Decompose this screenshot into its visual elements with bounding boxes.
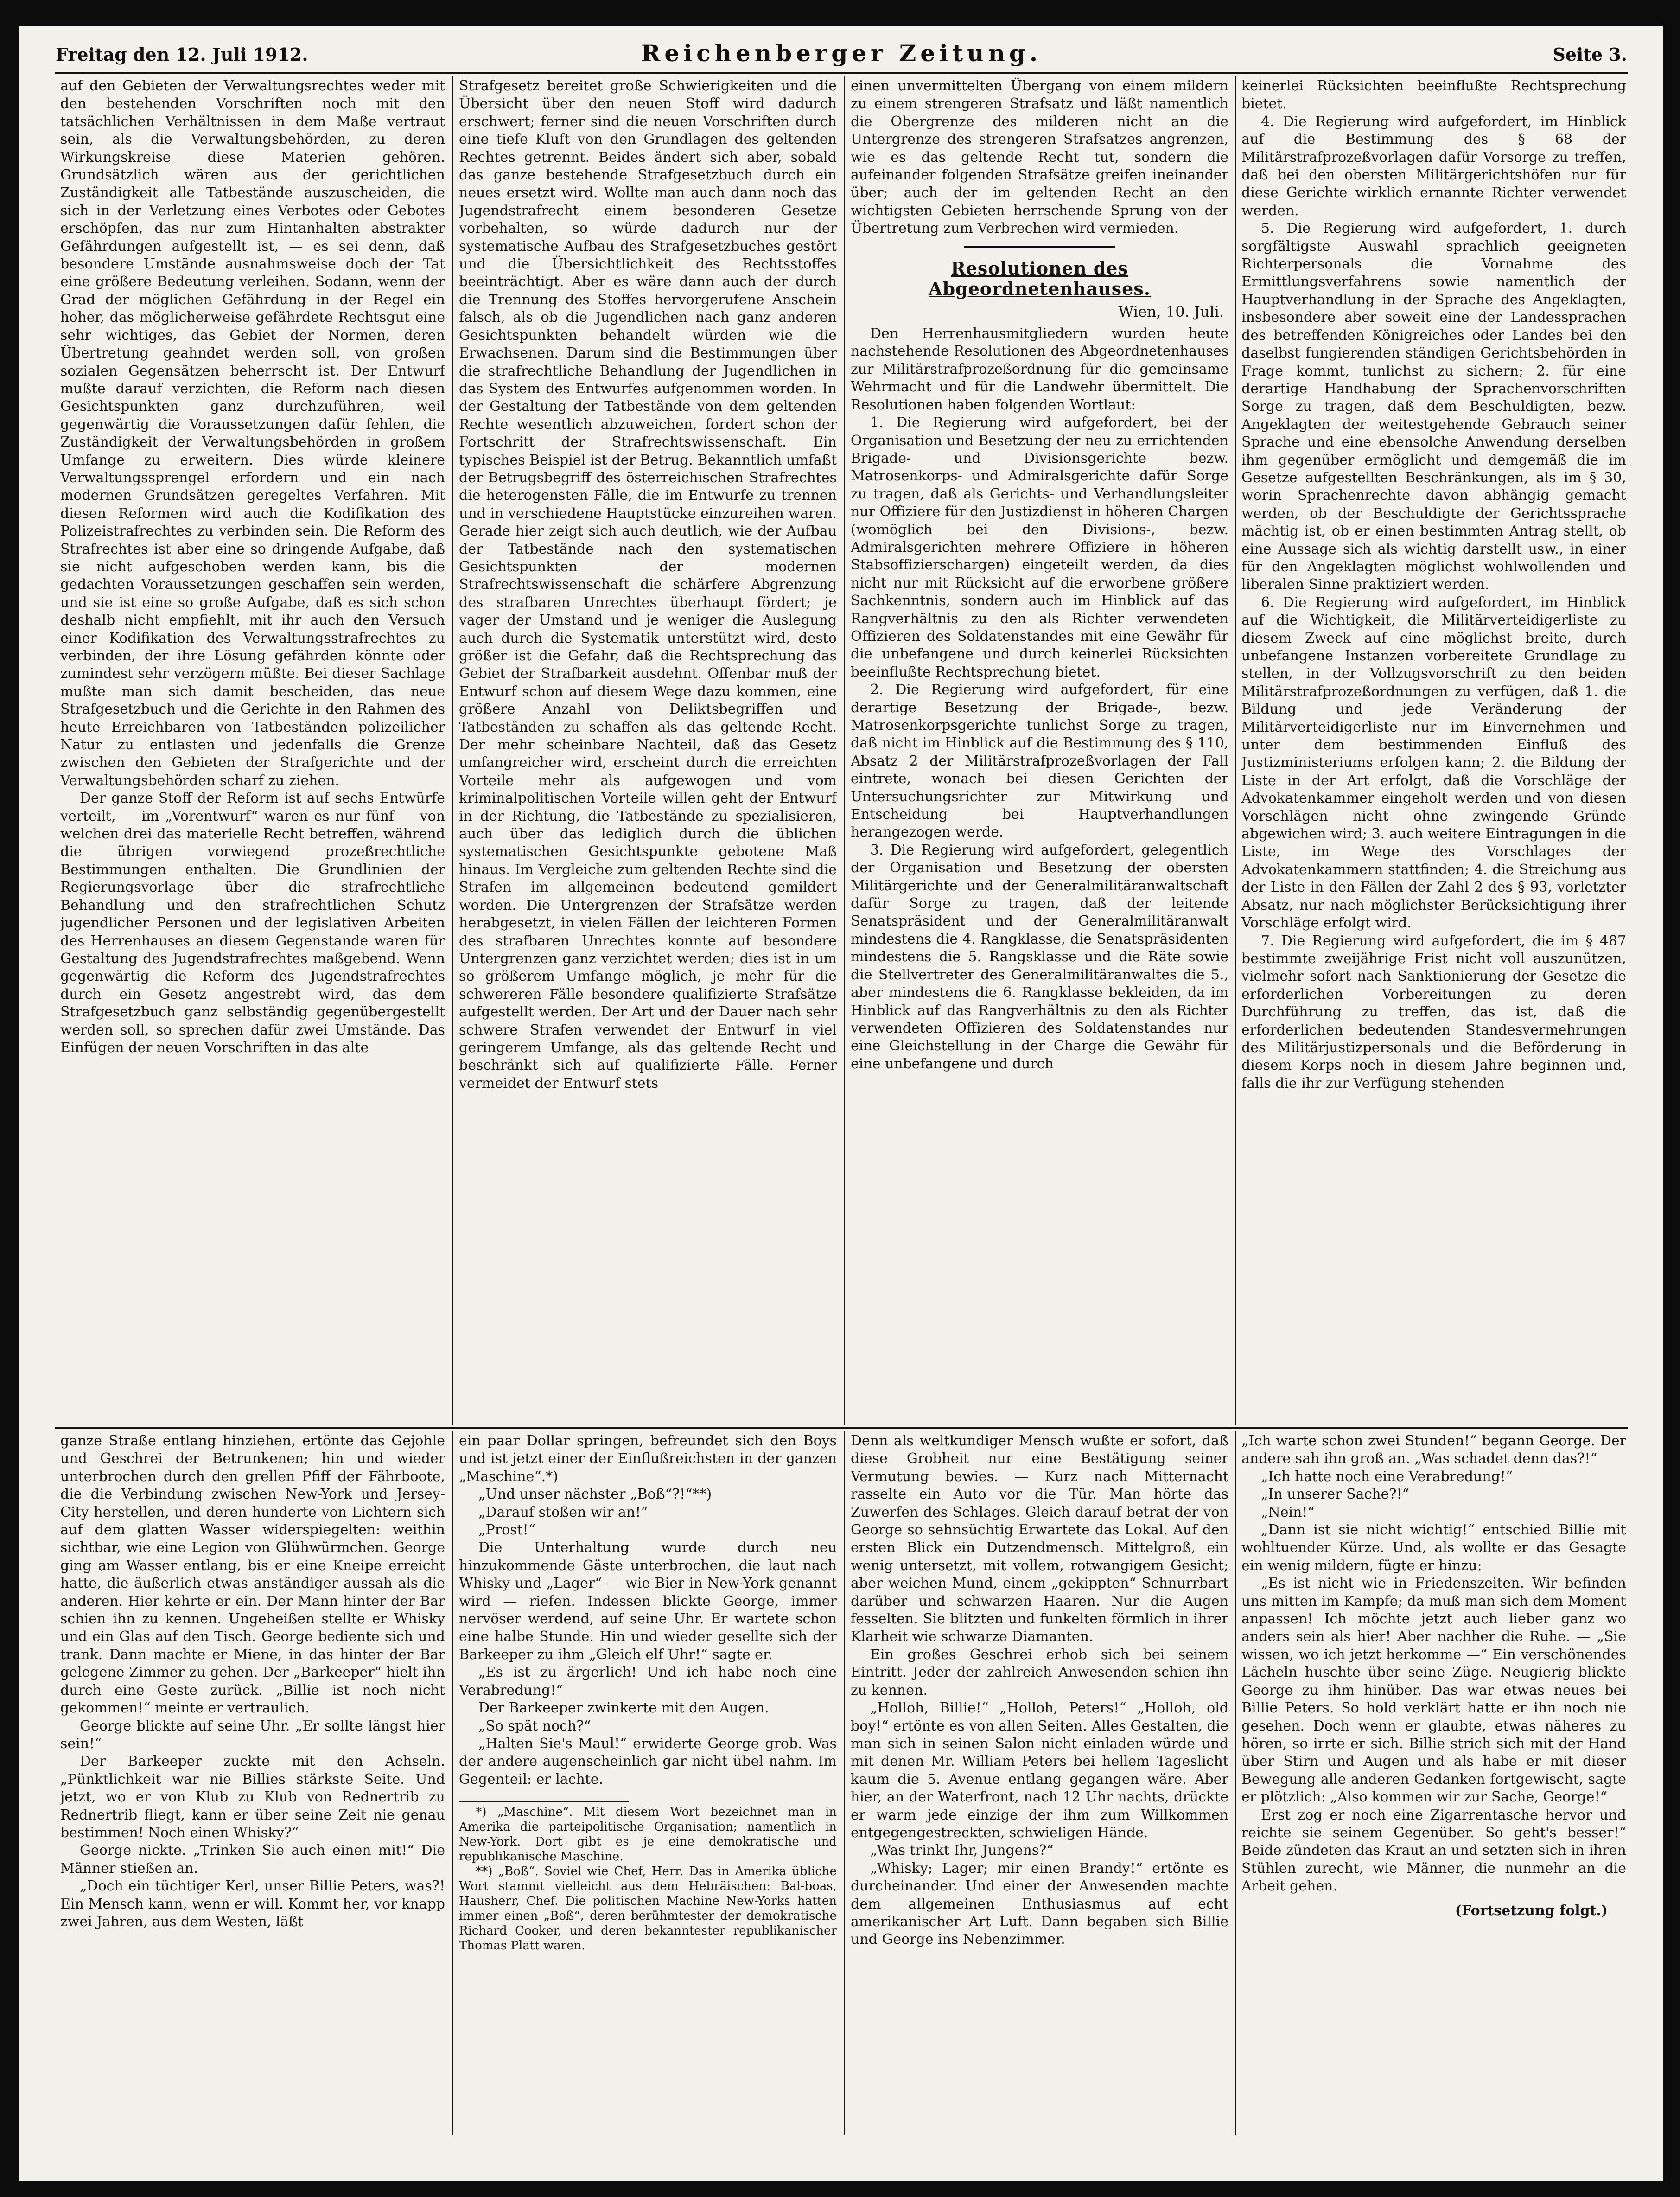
article-paragraph: auf den Gebieten der Verwaltungsrechtes weder mit den bestehenden Vorschriften noch mit den tatsächlichen Verhältnissen in dem Maße vertraut sein, als die Verwaltungsbehörden, zu deren Wirkungskreise diese Materien gehören. Grundsätzlich wären aus der gerichtlichen Zuständigkeit alle Tatbestände auszuscheiden, die sich in der Verletzung eines Verbotes oder Gebotes erschöpfen, das nur zum Hintanhalten abstrakter Gefährdungen aufgestellt ist, — es sei denn, daß besondere Umstände ausnahmsweise doch der Tat eine größere Bedeutung verleihen. Sodann, wenn der Grad der möglichen Gefährdung in der Regel ein hoher, das möglicherweise gefährdete Rechtsgut eine sehr wichtiges, das Gebiet der Normen, deren Übertretung geahndet werden soll, von großen sozialen Gegensätzen beherrscht ist. Der Entwurf mußte darauf verzichten, die Reform nach diesen Gesichtspunkten ganz durchzuführen, weil gegenwärtig die Voraussetzungen dafür fehlen, die Zuständigkeit der Verwaltungsbehörden in großem Umfange zu erweitern. Dies würde kleinere Verwaltungssprengel erfordern und ein nach modernen Grundsätzen geregeltes Verfahren. Mit diesen Reformen wird auch die Kodifikation des Polizeistrafrechtes zu verbinden sein. Die Reform des Strafrechtes ist aber eine so dringende Aufgabe, daß sie nicht aufgeschoben werden kann, bis die gedachten Voraussetzungen geschaffen sein werden, und sie ist eine so große Aufgabe, daß es sich schon deshalb nicht empfiehlt, mit ihr auch den Versuch einer Kodifikation des Verwaltungsstrafrechtes zu verbinden, der ihre Lösung gefährden könnte oder zumindest sehr verzögern müßte. Bei dieser Sachlage mußte man sich damit bescheiden, das neue Strafgesetzbuch und die Gerichte in den Rahmen des heute Erreichbaren von Tatbeständen polizeilicher Natur zu entlasten und jedenfalls die Grenze zwischen den Gebieten der Strafgerichte und der Verwaltungsbehörden scharf zu ziehen. [60, 78, 445, 789]
story-paragraph: ganze Straße entlang hinziehen, ertönte das Gejohle und Geschrei der Betrunkenen; hin und wieder unterbrochen durch den grellen Pfiff der Fährboote, die die Verbindung zwischen New-York und Jersey-City herstellen, und deren hunderte von Lichtern sich auf dem glatten Wasser widerspiegelten: weithin sichtbar, wie eine Legion von Glühwürmchen. George ging am Wasser entlang, bis er eine Kneipe erreicht hatte, die äußerlich etwas anständiger aussah als die anderen. Hier kehrte er ein. Der Mann hinter der Bar schien ihn zu kennen. Ungeheißen stellte er Whisky und ein Glas auf den Tisch. George bediente sich und trank. Dann machte er Miene, in das hinter der Bar gelegene Zimmer zu gehen. Der „Barkeeper“ hielt ihn durch eine Geste zurück. „Billie ist noch nicht gekommen!“ meinte er vertraulich. [60, 1433, 445, 1717]
column-divider [452, 1431, 453, 2135]
section-divider [55, 1427, 1628, 1429]
lower-column-4 [1241, 1432, 1626, 2137]
article-paragraph: 3. Die Regierung wird aufgefordert, gelegentlich der Organisation und Besetzung der obersten Militärgerichte und der Generalmilitäranwaltschaft dafür Sorge zu tragen, daß der leitende Senatspräsident und der Generalmilitäranwalt mindestens die 4. Rangklasse, die Senatspräsidenten mindestens die 5. Rangsklasse und die Räte sowie die Stellvertreter des Generalmilitäranwaltes die 5., aber mindestens die 6. Rangklasse bekleiden, da im Hinblick auf das Rangverhältnis zu den als Richter verwendeten Offizieren des Soldatenstandes nur eine Gleichstellung in der Charge die Gewähr für eine unbefangene und durch [851, 842, 1228, 1072]
issue-date: Freitag den 12. Juli 1912. [56, 44, 308, 65]
article-paragraph: Der ganze Stoff der Reform ist auf sechs Entwürfe verteilt, — im „Vorentwurf“ waren es nur fünf — von welchen drei das materielle Recht betreffen, während die übrigen vorwiegend prozeßrechtliche Bestimmungen enthalten. Die Grundlinien der Regierungsvorlage über die strafrechtliche Behandlung und den strafrechtlichen Schutz jugendlicher Personen und der legislativen Arbeiten des Herrenhauses an diesem Gegenstande waren für Gestaltung des Jugendstrafrechtes maßgebend. Wenn gegenwärtig die Reform des Jugendstrafrechtes durch ein Gesetz angestrebt wird, das dem Strafgesetzbuch ganz selbständig gegenübergestellt werden soll, so sprechen dafür zwei Umstände. Das Einfügen der neuen Vorschriften in das alte [60, 790, 445, 1056]
story-paragraph: „Doch ein tüchtiger Kerl, unser Billie Peters, was?! Ein Mensch kann, wenn er will. Kommt her, vor knapp zwei Jahren, aus dem Westen, läßt [60, 1878, 445, 1930]
story-paragraph: „So spät noch?“ [478, 1718, 591, 1734]
lower-column-2 [459, 1432, 837, 2137]
story-paragraph: „Was trinkt Ihr, Jungens?“ [870, 1842, 1054, 1859]
article-headline: Resolutionen des Abgeordnetenhauses. [929, 257, 1151, 299]
column-divider [844, 1431, 845, 2135]
story-paragraph: Die Unterhaltung wurde durch neu hinzukommende Gäste unterbrochen, die laut nach Whisky und „Lager“ — wie Bier in New-York genannt wird — riefen. Indessen blickte George, immer nervöser werdend, auf seine Uhr. Er wartete schon eine halbe Stunde. Hin und wieder gesellte sich der Barkeeper zu ihm „Gleich elf Uhr!“ sagte er. [459, 1539, 837, 1663]
upper-column-1 [60, 77, 445, 1422]
story-paragraph: „Ich hatte noch eine Verabredung!“ [1261, 1468, 1513, 1485]
footnote-rule [459, 1801, 629, 1802]
column-divider [844, 76, 845, 1425]
story-paragraph: Der Barkeeper zuckte mit den Achseln. „Pünktlichkeit war nie Billies stärkste Seite. Und jetzt, wo er von Klub zu Klub von Rednertrib zu Rednertrib fliegt, kann er über seine Zeit nie genau bestimmen! Noch einen Whisky?“ [60, 1753, 445, 1841]
column-divider [1235, 1431, 1236, 2135]
story-paragraph: ein paar Dollar springen, befreundet sich den Boys und ist jetzt einer der Einflußreichsten in der ganzen „Maschine“.*) [459, 1433, 837, 1485]
story-paragraph: Denn als weltkundiger Mensch wußte er sofort, daß diese Grobheit nur eine Bestätigung seiner Vermutung bewies. — Kurz nach Mitternacht rasselte ein Auto vor die Tür. Man hörte das Zuwerfen des Schlages. Gleich darauf betrat der von George so sehnsüchtig Erwartete das Lokal. Auf den ersten Blick ein Dutzendmensch. Mittelgroß, ein wenig untersetzt, mit vollem, rotwangigem Gesicht; aber weichen Mund, einem „gekippten“ Schnurrbart darüber und schwarzen Haaren. Nur die Augen fesselten. Sie blitzten und funkelten förmlich in ihrer Klarheit wie schwarze Diamanten. [851, 1433, 1228, 1645]
story-paragraph: „Darauf stoßen wir an!“ [478, 1504, 648, 1520]
article-paragraph: 2. Die Regierung wird aufgefordert, für eine derartige Besetzung der Brigade-, bezw. Matrosenkorpsgerichte tunlichst Sorge zu tragen, daß nicht im Hinblick auf die Bestimmung des § 110, Absatz 2 der Militärstrafprozeßvorlagen der Fall eintrete, wonach bei diesen Gerichten der Untersuchungsrichter zur Mitwirkung und Entscheidung bei Hauptverhandlungen herangezogen werde. [851, 682, 1228, 841]
page-number: Seite 3. [1553, 44, 1627, 65]
story-paragraph: Der Barkeeper zwinkerte mit den Augen. [478, 1700, 769, 1717]
page-header [56, 39, 1627, 72]
story-paragraph: „In unserer Sache?!“ [1261, 1486, 1409, 1503]
article-paragraph: einen unvermittelten Übergang von einem mildern zu einem strengeren Strafsatz und läßt namentlich die Obergrenze des milderen nicht an die Untergrenze des strengeren Strafsatzes angrenzen, wie es das geltende Recht tut, sondern die aufeinander folgenden Strafsätze greifen ineinander über; auch der im geltenden Recht an den wichtigsten Gebieten herrschende Sprung von der Übertretung zum Verbrechen wird vermieden. [851, 78, 1228, 237]
story-paragraph: „Nein!“ [1261, 1504, 1315, 1520]
newspaper-title: Reichenberger Zeitung. [641, 39, 1042, 67]
article-paragraph: keinerlei Rücksichten beeinflußte Rechtsprechung bietet. [1241, 78, 1626, 112]
column-divider [1235, 76, 1236, 1425]
story-paragraph: „Prost!“ [478, 1522, 535, 1539]
article-dateline: Wien, 10. Juli. [1118, 302, 1224, 320]
article-paragraph: 1. Die Regierung wird aufgefordert, bei der Organisation und Besetzung der neu zu errichtenden Brigade- und Divisionsgerichte bezw. Matrosenkorps- und Admiralsgerichte dafür Sorge zu tragen, daß als Gerichts- und Verhandlungsleiter nur Offiziere für den Justizdienst in höheren Chargen (womöglich bei den Divisions-, bezw. Admiralsgerichten mehrere Offiziere in höheren Stabsoffizierschargen) eingeteilt werden, da dies nicht nur mit Rücksicht auf die erworbene größere Sachkenntnis, sondern auch im Hinblick auf das Rangverhältnis zu den als Richter verwendeten Offizieren des Soldatenstandes mit eine Gewähr für die unbefangene und durch keinerlei Rücksichten beeinflußte Rechtsprechung bietet. [851, 415, 1228, 680]
lower-column-1 [60, 1432, 445, 2137]
story-paragraph: George blickte auf seine Uhr. „Er sollte längst hier sein!“ [60, 1718, 445, 1752]
story-paragraph: „Und unser nächster „Boß“?!“**) [478, 1486, 712, 1503]
footnote: **) „Boß“. Soviel wie Chef, Herr. Das in Amerika übliche Wort stammt vielleicht aus dem Hebräischen: Bal-boas, Hausherr, Chef. Die politischen Machine New-Yorks hatten immer einen „Boß“, deren berühmtester der demokratische Richard Cooker, und deren bekanntester republikanischer Thomas Platt waren. [459, 1865, 837, 1953]
story-paragraph: „Ich warte schon zwei Stunden!“ begann George. Der andere sah ihn groß an. „Was schadet denn das?!“ [1241, 1433, 1626, 1467]
article-paragraph: 4. Die Regierung wird aufgefordert, im Hinblick auf die Bestimmung des § 68 der Militärstrafprozeßvorlagen dafür Vorsorge zu treffen, daß bei den obersten Militärgerichtshöfen nur für diese Gerichte wirklich ernannte Richter verwendet werden. [1241, 113, 1626, 219]
story-paragraph: „Holloh, Billie!“ „Holloh, Peters!“ „Holloh, old boy!“ ertönte es von allen Seiten. Alles Gestalten, die man sich in seinen Salon nicht einladen würde und mit denen Mr. William Peters bei hellem Tageslicht kaum die 5. Avenue entlang gegangen wäre. Aber hier, an der Waterfront, nach 12 Uhr nachts, drückte er warm jede einzige der ihm zum Willkommen entgegengestreckten, schwieligen Hände. [851, 1700, 1228, 1841]
lower-column-3 [851, 1432, 1228, 2137]
article-paragraph: 5. Die Regierung wird aufgefordert, 1. durch sorgfältigste Auswahl sprachlich geeigneten Richterpersonals die Vornahme des Ermittlungsverfahrens sowie namentlich der Hauptverhandlung in der Sprache des Angeklagten, insbesondere aber soweit eine der Landessprachen des betreffenden Königreiches oder Landes bei den daselbst fungierenden ständigen Gerichtsbehörden in Frage kommt, tunlichst zu sichern; 2. für eine derartige Handhabung der Sprachenvorschriften Sorge zu tragen, daß dem Beschuldigten, bezw. Angeklagten der weitestgehende Gebrauch seiner Sprache und eine ebensolche Anwendung derselben ihm gegenüber ermöglicht und demgemäß die im Gesetze aufgestellten Beschränkungen, als im § 30, worin Sprachenrechte davon abhängig gemacht werden, ob der Beschuldigte der Gerichtssprache mächtig ist, ob er einen bestimmten Antrag stellt, ob eine Aussage sich als wichtig darstellt usw., in einer für den Angeklagten möglichst wohlwollenden und liberalen Sinne praktiziert werden. [1241, 220, 1626, 593]
article-paragraph: 6. Die Regierung wird aufgefordert, im Hinblick auf die Wichtigkeit, die Militärverteidigerliste zu diesem Zweck auf eine möglichst breite, durch unbefangene Instanzen vorbereitete Grundlage zu stellen, in der Vollzugsvorschrift zu den beiden Militärstrafprozeßordnungen zu verfügen, daß 1. die Bildung und jede Veränderung der Militärverteidigerliste nur im Einvernehmen und unter dem bestimmenden Einfluß des Justizministeriums erfolgen kann; 2. die Bildung der Liste in der Art erfolgt, daß die Vorschläge der Advokatenkammer eingeholt werden und von diesen Vorschlägen nicht ohne zwingende Gründe abgewichen wird; 3. auch weitere Eintragungen in die Liste, im Wege des Vorschlages der Advokatenkammern stattfinden; 4. die Streichung aus der Liste in den Fällen der Zahl 2 des § 93, vorletzter Absatz, nur nach möglichster Berücksichtigung ihrer Vorschläge erfolgt wird. [1241, 594, 1626, 932]
story-paragraph: „Whisky; Lager; mir einen Brandy!“ ertönte es durcheinander. Und einer der Anwesenden machte dem allgemeinen Enthusiasmus auf echt amerikanischer Art Luft. Dann begaben sich Billie und George ins Nebenzimmer. [851, 1860, 1228, 1948]
upper-column-2 [459, 77, 837, 1422]
story-paragraph: „Halten Sie's Maul!“ erwiderte George grob. Was der andere augenscheinlich gar nicht übel nahm. Im Gegenteil: er lachte. [459, 1735, 837, 1788]
footnote: *) „Maschine“. Mit diesem Wort bezeichnet man in Amerika die parteipolitische Organisation; namentlich in New-York. Dort gibt es je eine demokratische und republikanische Maschine. [459, 1805, 837, 1864]
story-paragraph: „Es ist zu ärgerlich! Und ich habe noch eine Verabredung!“ [459, 1664, 837, 1699]
upper-column-3 [851, 77, 1228, 1422]
story-paragraph: Ein großes Geschrei erhob sich bei seinem Eintritt. Jeder der zahlreich Anwesenden schien ihn zu kennen. [851, 1646, 1228, 1699]
upper-column-4 [1241, 77, 1626, 1422]
article-paragraph: 7. Die Regierung wird aufgefordert, die im § 487 bestimmte zweijährige Frist nicht voll auszunützen, vielmehr sofort nach Sanktionierung der Gesetze die erforderlichen Vorbereitungen zu deren Durchführung zu treffen, das ist, daß die erforderlichen bedeutenden Standesvermehrungen des Militärjustizpersonals und die Beförderung in diesem Korps noch in diesem Jahre beginnen und, falls die ihr zur Verfügung stehenden [1241, 932, 1626, 1092]
story-paragraph: „Es ist nicht wie in Friedenszeiten. Wir befinden uns mitten im Kampfe; da muß man sich dem Moment anpassen! Ich möchte jetzt auch lieber ganz wo anders sein als hier! Aber nachher die Ruhe. — „Sie wissen, wo ich jetzt herkomme —“ Ein verschönendes Lächeln huschte über seine Züge. Neugierig blickte George zu ihm hinüber. Das war etwas neues bei Billie Peters. So hold verklärt hatte er ihn noch nie gesehen. Doch wenn er glaubte, etwas näheres zu hören, so irrte er sich. Billie strich sich mit der Hand über Stirn und Augen und als habe er mit dieser Bewegung alle anderen Gedanken fortgewischt, sagte er plötzlich: „Also kommen wir zur Sache, George!“ [1241, 1575, 1626, 1806]
story-paragraph: Erst zog er noch eine Zigarrentasche hervor und reichte sie seinem Gegenüber. So geht's besser!“ Beide zündeten das Kraut an und setzten sich in ihren Stühlen zurecht, wie Männer, die nunmehr an die Arbeit gehen. [1241, 1807, 1626, 1895]
story-paragraph: George nickte. „Trinken Sie auch einen mit!“ Die Männer stießen an. [60, 1842, 445, 1877]
story-paragraph: „Dann ist sie nicht wichtig!“ entschied Billie mit wohltuender Kürze. Und, als wollte er das Gesagte ein wenig mildern, fügte er hinzu: [1241, 1522, 1626, 1574]
article-paragraph: Strafgesetz bereitet große Schwierigkeiten und die Übersicht über den neuen Stoff wird dadurch erschwert; ferner sind die neuen Vorschriften durch eine tiefe Kluft von den Grundlagen des geltenden Rechtes getrennt. Beides ändert sich aber, sobald das ganze bestehende Strafgesetzbuch durch ein neues ersetzt wird. Wollte man auch dann noch das Jugendstrafrecht einem besonderen Gesetze vorbehalten, so würde dadurch nur der systematische Aufbau des Strafgesetzbuches gestört und die Übersichtlichkeit des Rechtsstoffes beeinträchtigt. Aber es wäre dann auch der durch die Trennung des Stoffes hervorgerufene Anschein falsch, als ob die Jugendlichen nach ganz anderen Gesichtspunkten behandelt würden wie die Erwachsenen. Darum sind die Bestimmungen über die strafrechtliche Behandlung der Jugendlichen in das System des Entwurfes aufgenommen worden. In der Gestaltung der Tatbestände von dem geltenden Rechte wesentlich abzuweichen, fordert schon der Fortschritt der Strafrechtswissenschaft. Ein typisches Beispiel ist der Betrug. Bekanntlich umfaßt der Betrugsbegriff des österreichischen Strafrechtes die heterogensten Fälle, die im Entwurfe zu trennen und in verschiedene Hauptstücke einzureihen waren. Gerade hier zeigt sich auch deutlich, wie der Aufbau der Tatbestände nach den systematischen Gesichtspunkten der modernen Strafrechtswissenschaft die schärfere Abgrenzung des strafbaren Unrechtes überhaupt fördert; je vager der Umstand und je weniger die Auslegung auch durch die Systematik unterstützt wird, desto größer ist die Gefahr, daß die Rechtsprechung das Gebiet der Strafbarkeit ausdehnt. Offenbar muß der Entwurf schon auf diesem Wege dazu kommen, eine größere Anzahl von Deliktsbegriffen und Tatbeständen zu schaffen als das geltende Recht. Der mehr scheinbare Nachteil, daß das Gesetz umfangreicher wird, erscheint durch die erreichten Vorteile mehr als aufgewogen und vom kriminalpolitischen Vorteile willen geht der Entwurf in der Richtung, die Tatbestände zu spezialisieren, auch über das lediglich durch die üblichen systematischen Gesichtspunkte gebotene Maß hinaus. Im Vergleiche zum geltenden Rechte sind die Strafen im allgemeinen bedeutend gemildert worden. Die Untergrenzen der Strafsätze werden herabgesetzt, in vielen Fällen der leichteren Formen des strafbaren Unrechtes konnte auf besondere Untergrenzen ganz verzichtet werden; dies ist in um so größerem Umfange möglich, je mehr für die schwereren Fälle besondere qualifizierte Strafsätze aufgestellt werden. Der Art und der Dauer nach sehr schwere Strafen verwendet der Entwurf in viel geringerem Umfange, als das geltende Recht und beschränkt sich auf qualifizierte Fälle. Ferner vermeidet der Entwurf stets [459, 78, 837, 1092]
article-separator [964, 246, 1115, 248]
newspaper-page [19, 26, 1663, 2181]
continuation-note: (Fortsetzung folgt.) [1455, 1902, 1608, 1919]
article-paragraph: Den Herrenhausmitgliedern wurden heute nachstehende Resolutionen des Abgeordnetenhauses zur Militärstrafprozeßordnung für die gemeinsame Wehrmacht und für die Landwehr übermittelt. Die Resolutionen haben folgenden Wortlaut: [851, 326, 1228, 413]
column-divider [452, 76, 453, 1425]
header-rule [55, 72, 1628, 74]
